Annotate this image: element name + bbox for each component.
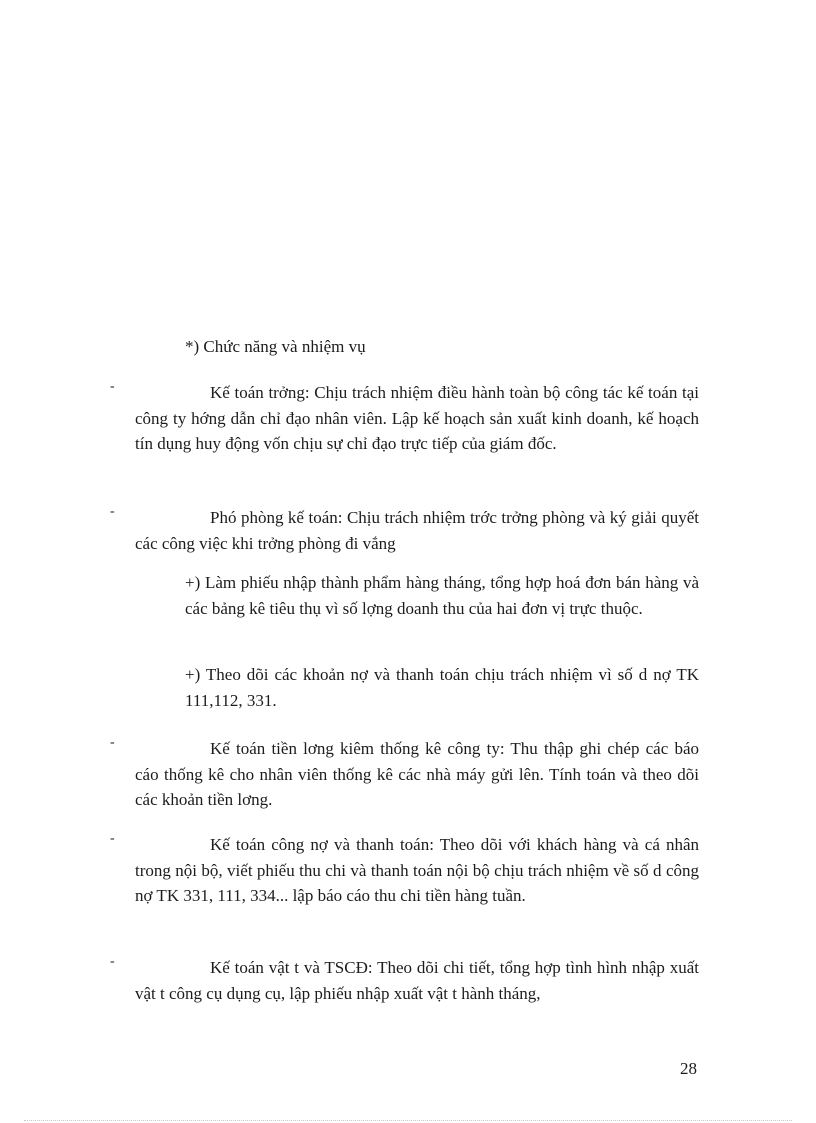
bullet-dash: - xyxy=(110,735,115,750)
page-number: 28 xyxy=(680,1059,697,1078)
paragraph-receivables-accountant: Kế toán công nợ và thanh toán: Theo dõi với khách hàng và cá nhân trong nội bộ, viết phiếu thu chi và thanh toán nội bộ chịu trách nhiệm về số d công nợ TK 331, 111, 334... lập báo cáo thu chi tiền hàng tuần. xyxy=(135,835,699,905)
paragraph-chief-accountant: Kế toán trởng: Chịu trách nhiệm điều hành toàn bộ công tác kế toán tại công ty hớng dẫn chỉ đạo nhân viên. Lập kế hoạch sản xuất kinh doanh, kế hoạch tín dụng huy động vốn chịu sự chỉ đạo trực tiếp của giám đốc. xyxy=(135,383,699,453)
paragraph-payroll-accountant: Kế toán tiền lơng kiêm thống kê công ty: Thu thập ghi chép các báo cáo thống kê cho nhân viên thống kê các nhà máy gửi lên. Tính toán và theo dõi các khoản tiền lơng. xyxy=(135,739,699,809)
bullet-dash: - xyxy=(110,831,115,846)
sub-item-finished-goods: +) Làm phiếu nhập thành phẩm hàng tháng, tổng hợp hoá đơn bán hàng và các bảng kê tiêu thụ vì số lợng doanh thu của hai đơn vị trực thuộc. xyxy=(185,573,699,618)
bullet-dash: - xyxy=(110,504,115,519)
paragraph-materials-accountant: Kế toán vật t và TSCĐ: Theo dõi chi tiết, tổng hợp tình hình nhập xuất vật t công cụ dụng cụ, lập phiếu nhập xuất vật t hành tháng, xyxy=(135,958,699,1003)
section-heading: *) Chức năng và nhiệm vụ xyxy=(185,337,366,356)
bullet-dash: - xyxy=(110,379,115,394)
paragraph-deputy-head: Phó phòng kế toán: Chịu trách nhiệm trớc trởng phòng và ký giải quyết các công việc khi trởng phòng đi vắng xyxy=(135,508,699,553)
bullet-dash: - xyxy=(110,954,115,969)
sub-item-debt-tracking: +) Theo dõi các khoản nợ và thanh toán chịu trách nhiệm vì số d nợ TK 111,112, 331. xyxy=(185,665,699,710)
footer-dotted-rule xyxy=(24,1120,792,1121)
